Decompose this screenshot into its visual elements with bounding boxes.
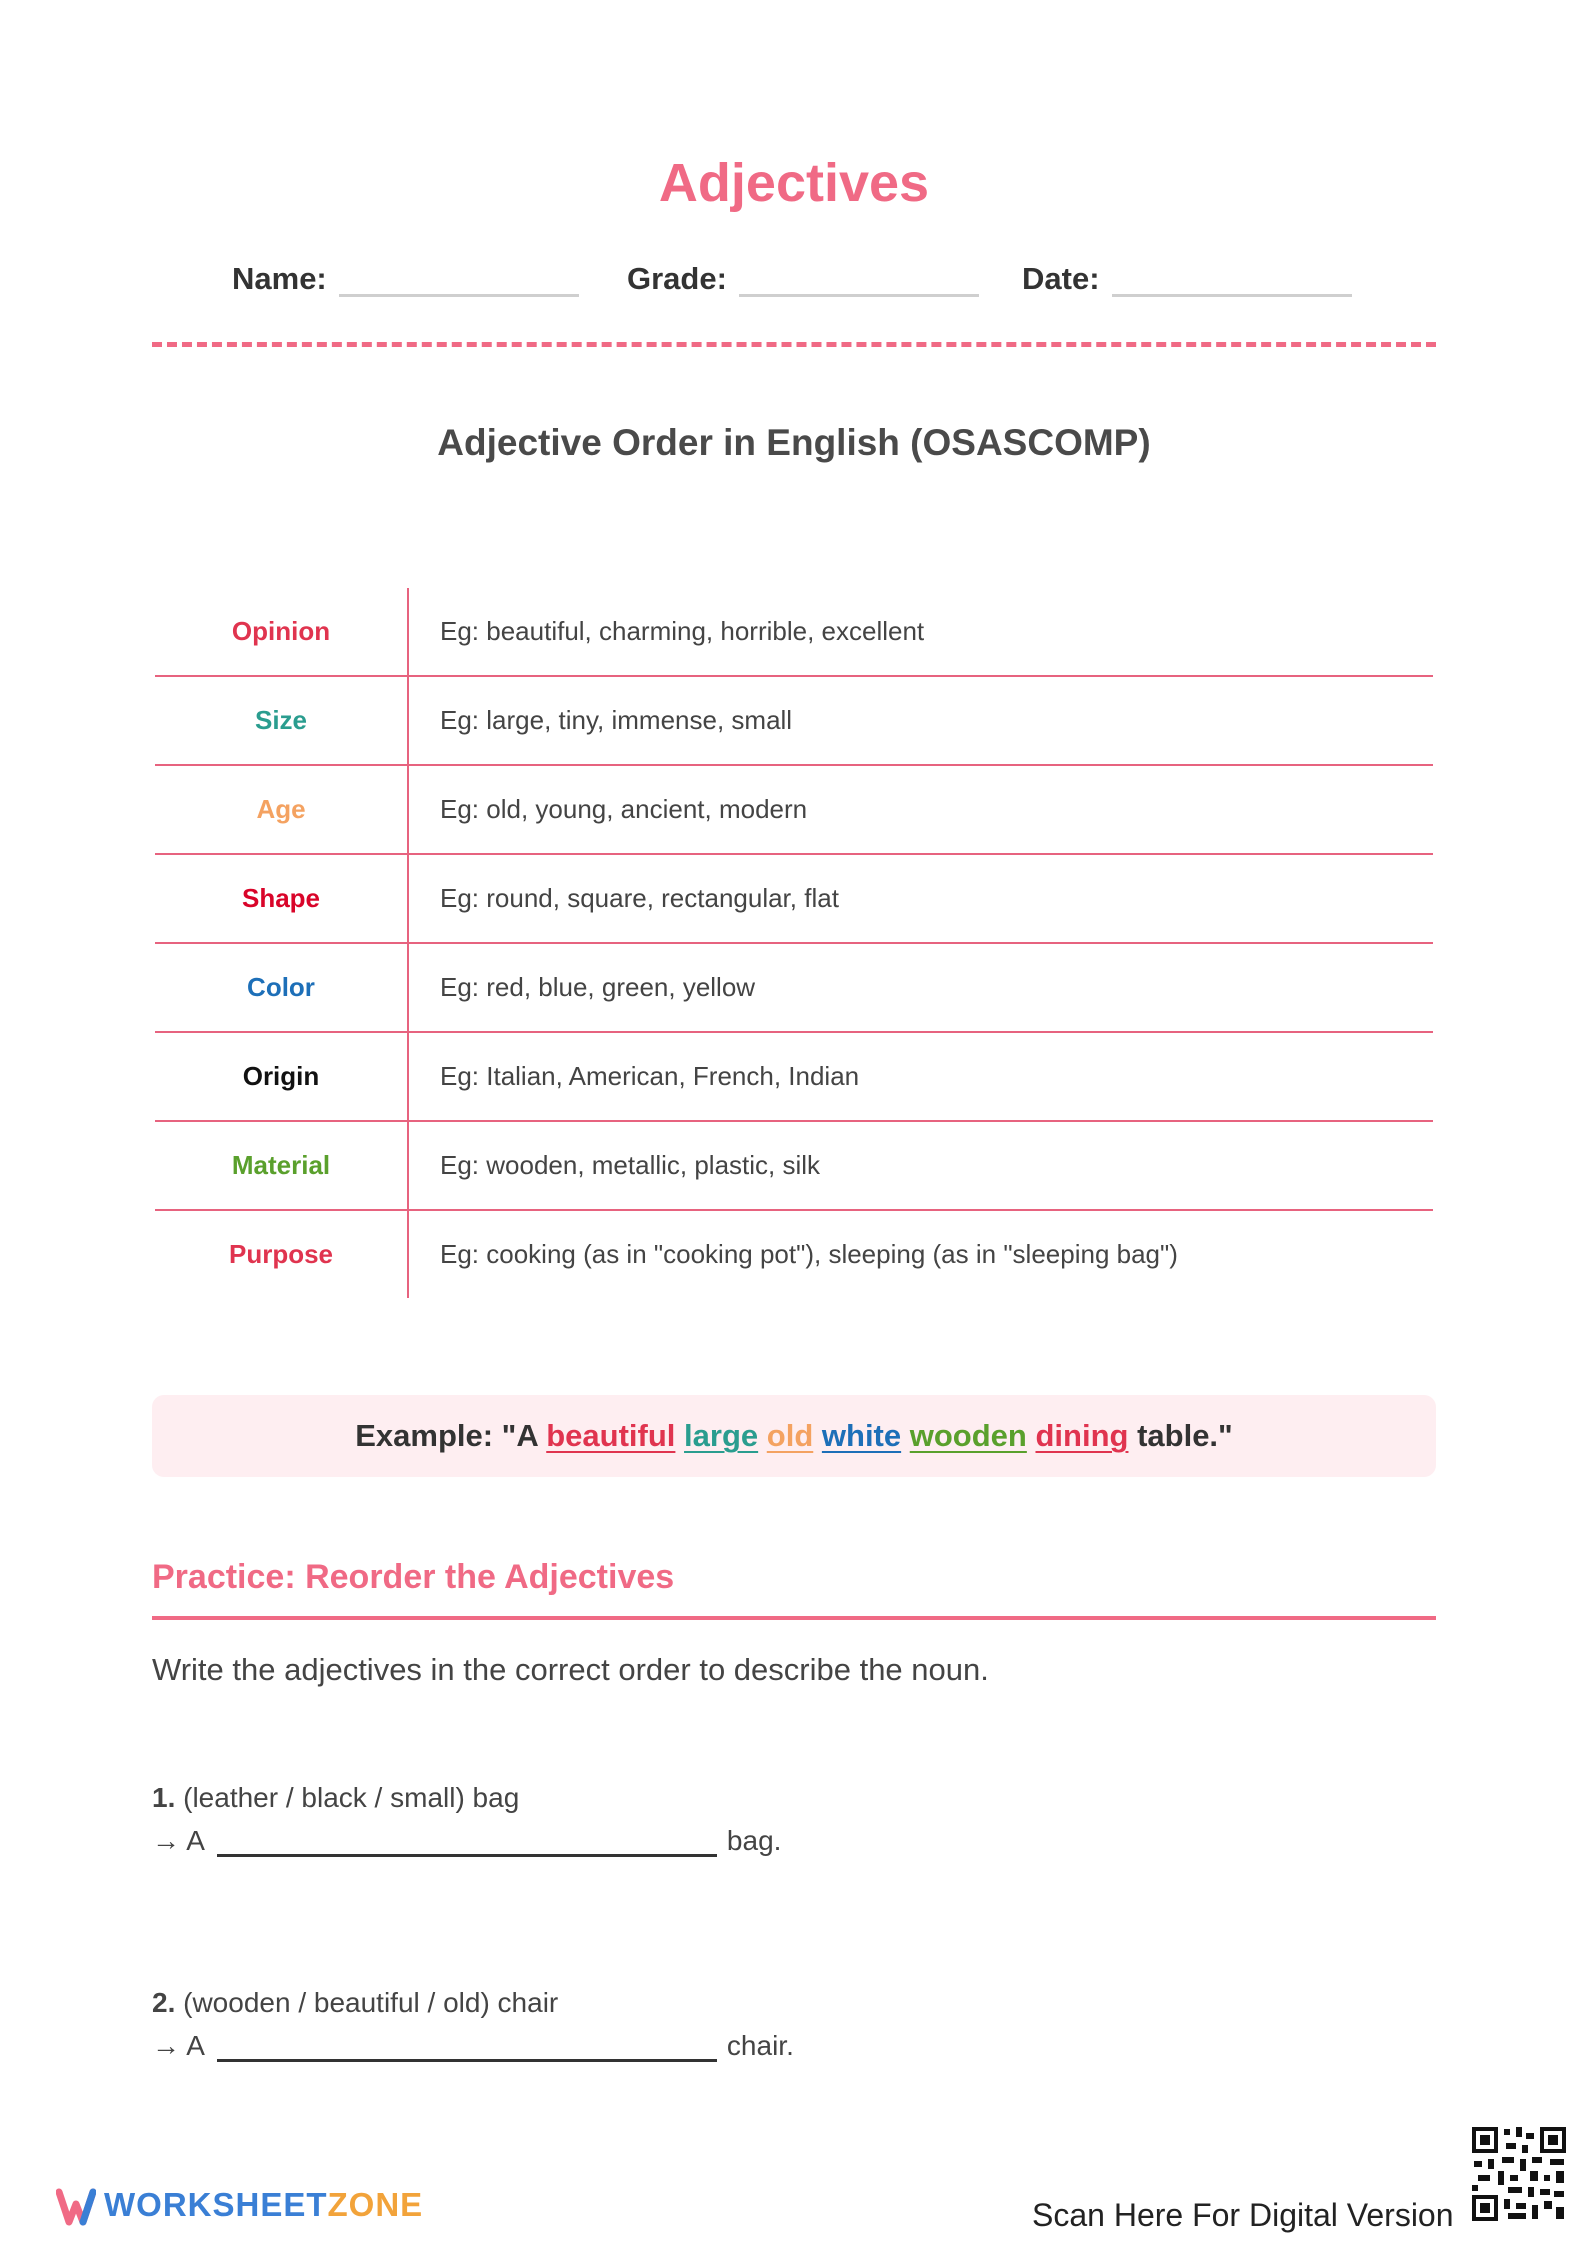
grade-label: Grade:	[627, 261, 727, 296]
practice-divider	[152, 1616, 1436, 1620]
category-label: Color	[155, 943, 408, 1032]
table-row	[155, 588, 1433, 676]
answer-ending: chair.	[726, 2030, 794, 2061]
example-box	[152, 1395, 1436, 1477]
question-text: (wooden / beautiful / old) chair	[183, 1987, 559, 2018]
category-examples: Eg: Italian, American, French, Indian	[408, 1032, 1433, 1121]
category-examples: Eg: red, blue, green, yellow	[408, 943, 1433, 1032]
answer-arrow: → A	[152, 1825, 205, 1856]
date-blank-line[interactable]	[1112, 258, 1352, 297]
logo-wordmark: WORKSHEETZONE	[104, 2186, 424, 2223]
student-info-row	[232, 258, 1362, 306]
example-adjective: beautiful	[546, 1418, 676, 1453]
date-label: Date:	[1022, 261, 1100, 296]
grade-blank-line[interactable]	[739, 258, 979, 297]
question-prompt	[152, 1987, 1052, 2019]
category-examples: Eg: old, young, ancient, modern	[408, 765, 1433, 854]
table-row	[155, 1210, 1433, 1298]
grade-field[interactable]	[627, 258, 979, 297]
question-prompt	[152, 1782, 1052, 1814]
category-examples: Eg: cooking (as in "cooking pot"), sleeping (as in "sleeping bag")	[408, 1210, 1433, 1298]
example-adjective: large	[684, 1418, 759, 1453]
category-label: Material	[155, 1121, 408, 1210]
logo-w-icon	[56, 2180, 96, 2230]
category-label: Size	[155, 676, 408, 765]
table-row	[155, 676, 1433, 765]
worksheetzone-logo[interactable]	[56, 2180, 423, 2230]
category-examples: Eg: large, tiny, immense, small	[408, 676, 1433, 765]
answer-ending: bag.	[726, 1825, 782, 1856]
question-2	[152, 1987, 1052, 2062]
table-row	[155, 1121, 1433, 1210]
answer-blank-line[interactable]	[217, 1822, 717, 1857]
name-field[interactable]	[232, 258, 579, 297]
example-adjective: old	[766, 1418, 814, 1453]
question-1	[152, 1782, 1052, 1857]
adjective-order-table	[155, 588, 1433, 1298]
answer-blank-line[interactable]	[217, 2027, 717, 2062]
table-row	[155, 943, 1433, 1032]
example-adjective: white	[821, 1418, 902, 1453]
category-examples: Eg: beautiful, charming, horrible, excellent	[440, 616, 925, 646]
dashed-divider	[152, 342, 1436, 347]
answer-arrow: → A	[152, 2030, 205, 2061]
example-prefix: Example: "A	[355, 1418, 547, 1453]
date-field[interactable]	[1022, 258, 1352, 297]
category-label: Purpose	[155, 1210, 408, 1298]
answer-row	[152, 1822, 1052, 1857]
question-number: 2.	[152, 1987, 176, 2018]
category-examples: Eg: wooden, metallic, plastic, silk	[408, 1121, 1433, 1210]
table-row	[155, 765, 1433, 854]
example-adjective: dining	[1035, 1418, 1129, 1453]
example-sentence	[355, 1418, 1233, 1454]
question-text: (leather / black / small) bag	[183, 1782, 520, 1813]
scan-caption: Scan Here For Digital Version	[1032, 2197, 1454, 2233]
example-adjective: wooden	[909, 1418, 1027, 1453]
category-label: Shape	[155, 854, 408, 943]
page-title: Adjectives	[658, 153, 930, 213]
name-blank-line[interactable]	[339, 258, 579, 297]
category-examples: Eg: round, square, rectangular, flat	[408, 854, 1433, 943]
example-suffix: table."	[1128, 1418, 1233, 1453]
name-label: Name:	[232, 261, 327, 296]
answer-row	[152, 2027, 1052, 2062]
table-row	[155, 1032, 1433, 1121]
category-label: Age	[155, 765, 408, 854]
practice-instructions: Write the adjectives in the correct order to describe the noun.	[152, 1652, 989, 1687]
category-label: Opinion	[155, 588, 408, 676]
category-label: Origin	[155, 1032, 408, 1121]
table-row	[155, 854, 1433, 943]
qr-code-icon[interactable]	[1470, 2125, 1568, 2223]
question-number: 1.	[152, 1782, 176, 1813]
adjective-order-table-body	[155, 588, 1433, 1298]
practice-heading: Practice: Reorder the Adjectives	[152, 1558, 675, 1596]
section-subtitle: Adjective Order in English (OSASCOMP)	[437, 422, 1151, 463]
